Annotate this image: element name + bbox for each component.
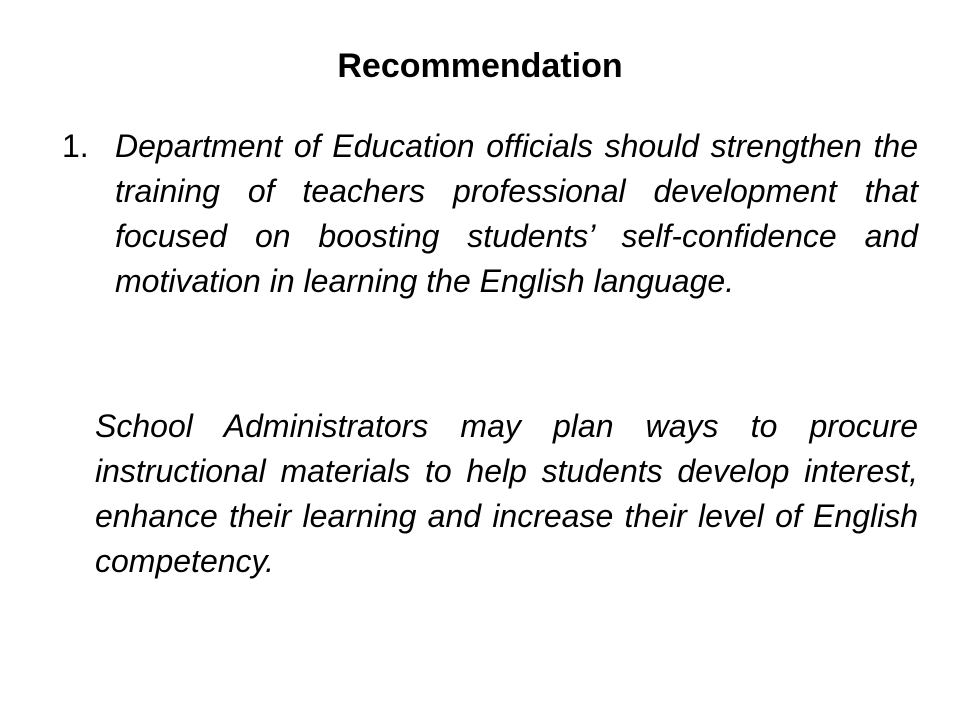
recommendation-text: Department of Education officials should strengthen the training of teachers professional development that focused on boosting students’ self-confidence and motivation in learning the English language. <box>115 128 918 299</box>
recommendation-number: 1. <box>62 128 89 164</box>
slide-title: Recommendation <box>337 47 623 85</box>
school-administrators-paragraph: School Administrators may plan ways to procure instructional materials to help students develop interest, enhance their learning and increase their level of English competency. <box>95 408 918 579</box>
